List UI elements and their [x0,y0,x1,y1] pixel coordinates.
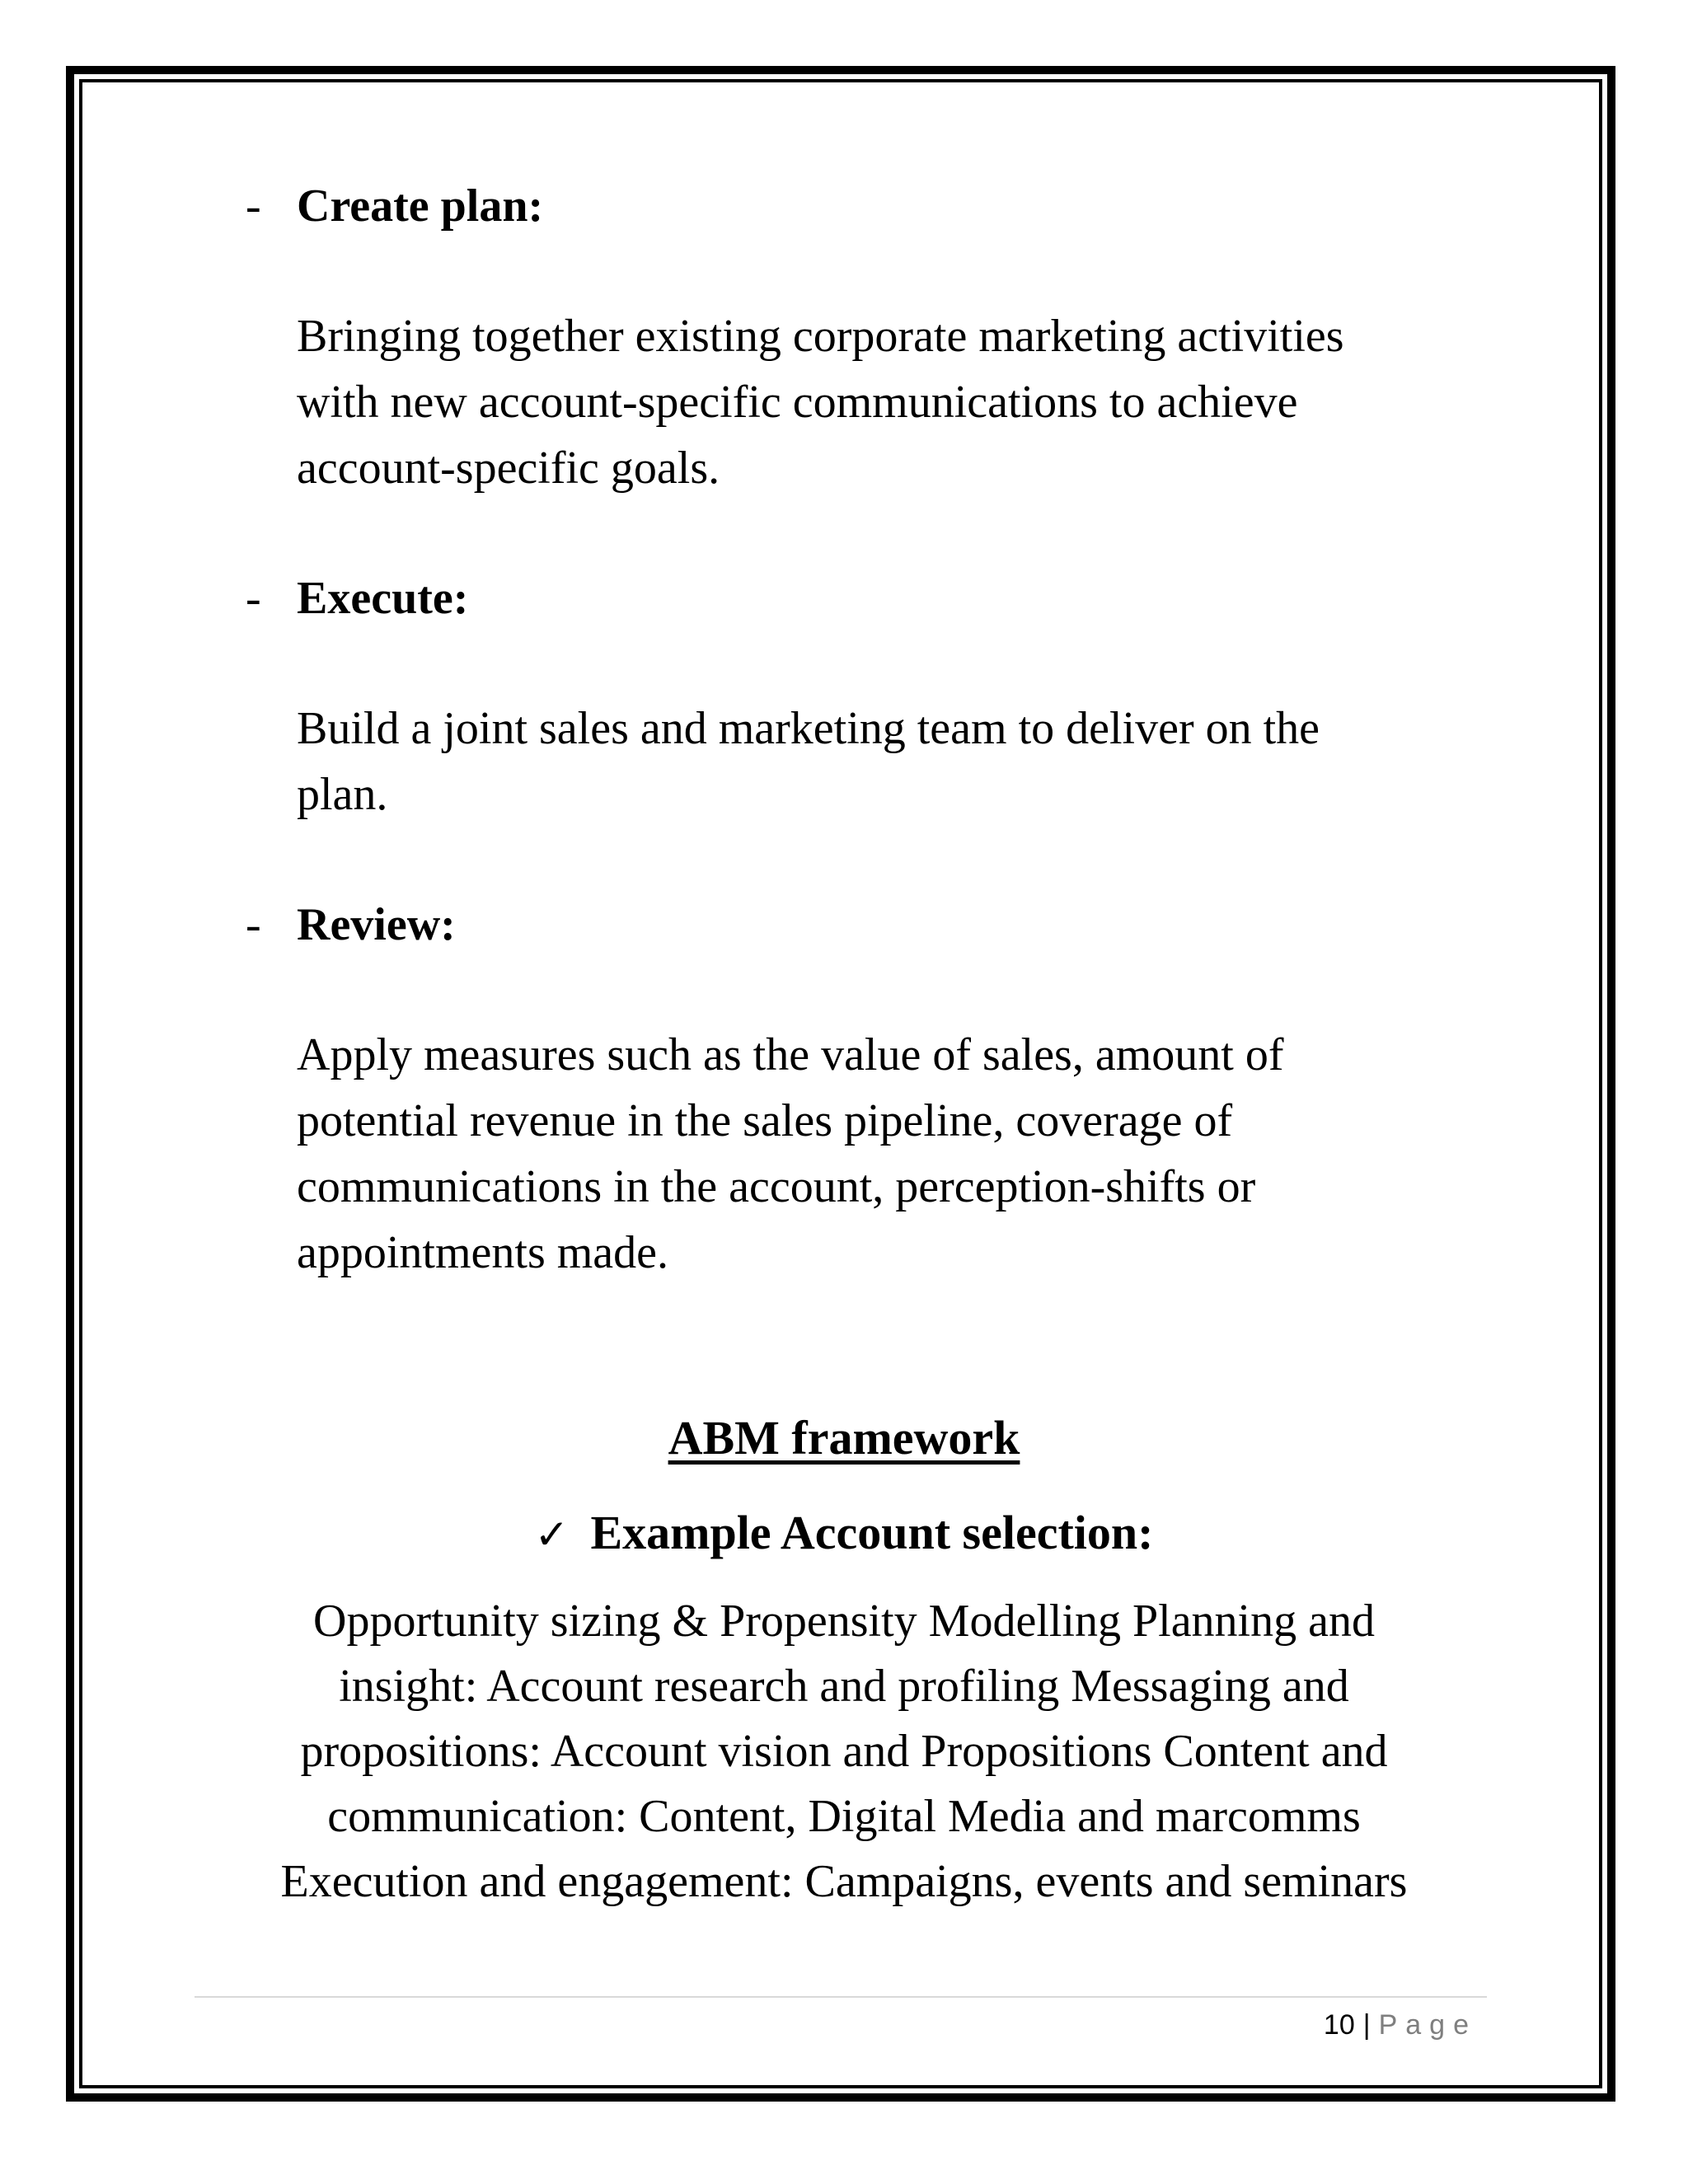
body-line: potential revenue in the sales pipeline, coverage of [297,1095,1233,1146]
body-line: account-specific goals. [297,443,720,494]
section-heading-review [246,892,456,958]
framework-line: communication: Content, Digital Media and marcomms [327,1791,1361,1842]
framework-line: insight: Account research and profiling Messaging and [339,1661,1349,1712]
list-dash: - [246,180,261,232]
example-heading-label: Example Account selection: [590,1506,1154,1559]
framework-paragraph [0,1589,1688,1915]
body-line: communications in the account, perception-shifts or [297,1161,1256,1212]
body-line: Apply measures such as the value of sales, amount of [297,1029,1284,1080]
body-line: Bringing together existing corporate marketing activities [297,311,1344,362]
footer-separator: | [1362,2009,1371,2041]
footer-divider [195,1996,1487,1998]
section-heading-execute [246,565,468,631]
example-heading [0,1500,1688,1568]
body-line: appointments made. [297,1227,669,1278]
body-line: plan. [297,769,388,820]
section-body-create-plan [297,303,1484,501]
section-body-review [297,1022,1484,1286]
framework-line: Execution and engagement: Campaigns, events and seminars [280,1856,1408,1907]
framework-line: propositions: Account vision and Propositions Content and [300,1726,1388,1777]
heading-label: Execute: [297,573,469,624]
heading-label: Review: [297,899,456,950]
list-dash: - [246,573,261,624]
page-number-footer [1324,2004,1477,2046]
framework-line: Opportunity sizing & Propensity Modelling Planning and [313,1596,1375,1647]
body-line: Build a joint sales and marketing team to deliver on the [297,703,1320,754]
body-line: with new account-specific communications to achieve [297,377,1298,428]
checkmark-icon: ✓ [534,1511,570,1558]
heading-label: Create plan: [297,180,544,232]
section-heading-create-plan [246,173,543,239]
list-dash: - [246,899,261,950]
section-body-execute [297,696,1484,827]
page-word: Page [1378,2009,1477,2041]
framework-title: ABM framework [668,1411,1020,1465]
page-number: 10 [1323,2009,1355,2041]
